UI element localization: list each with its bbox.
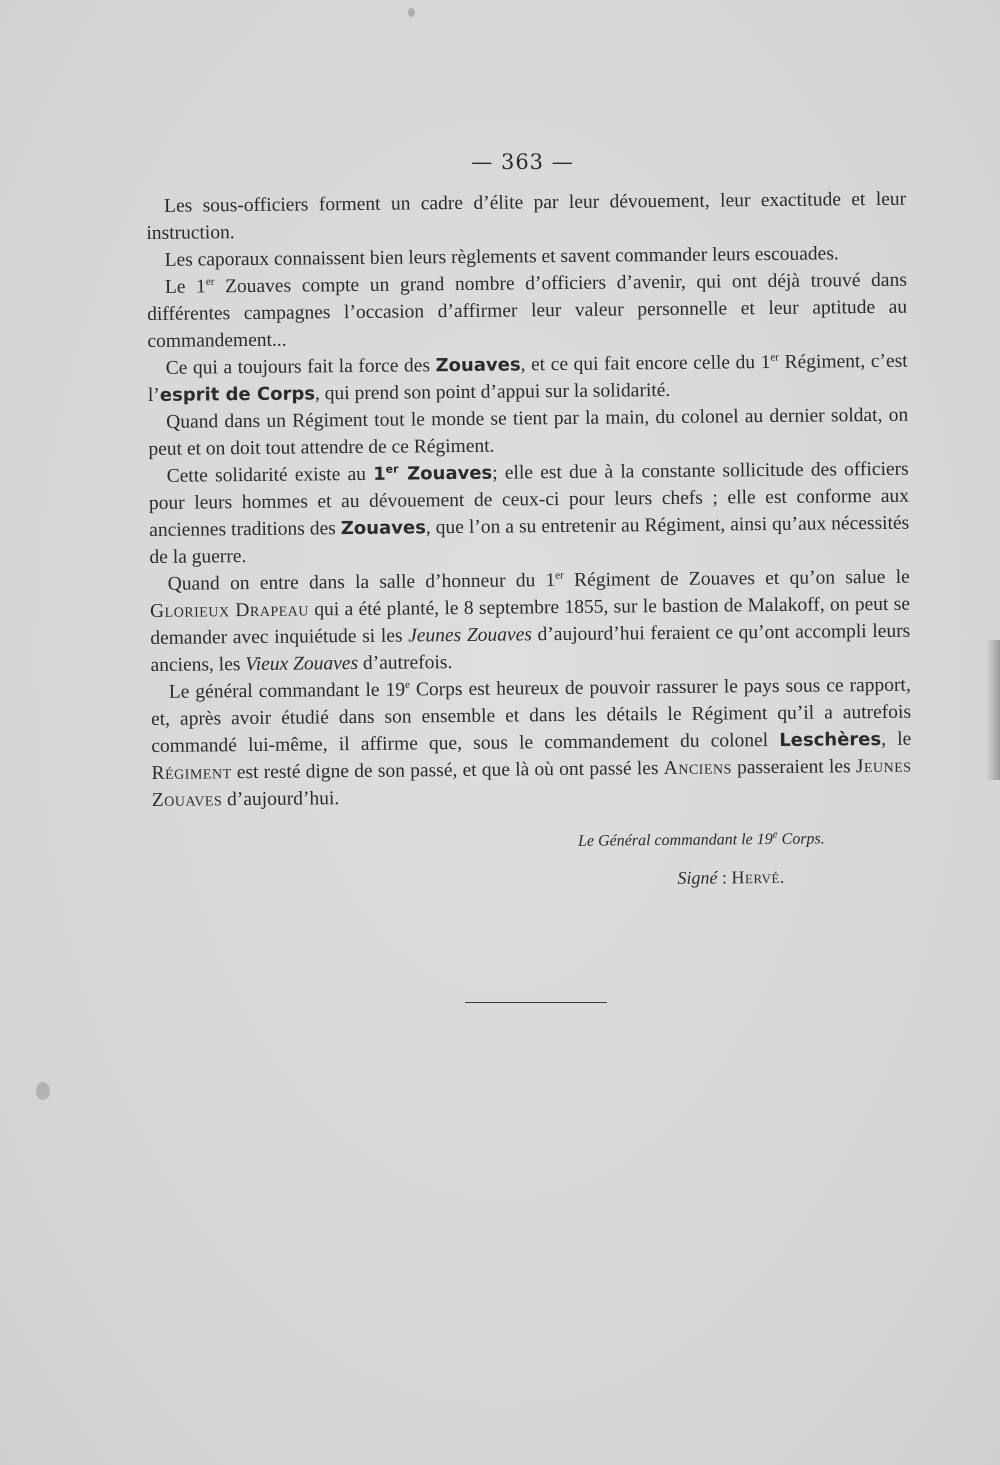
paragraph-6: Cette solidarité existe au 1er Zouaves; elle est due à la constante sollicitude des officiers pour leurs hommes et au dévouement de ceux-ci pour leurs chefs ; elle est conforme aux anciennes traditions des Zouaves, que l’on a su entretenir au Régiment, ainsi qu’aux nécessités de la guerre. (148, 458, 910, 568)
paragraph-2: Les caporaux connaissent bien leurs règlements et savent commander leurs escouades. (164, 243, 839, 271)
paragraph-7: Quand on entre dans la salle d’honneur du 1er Régiment de Zouaves et qu’on salue le Glorieux Drapeau qui a été planté, le 8 septembre 1855, sur le bastion de Malakoff, on peut se demander avec inquiétude si les Jeunes Zouaves d’aujourd’hui feraient ce qu’ont accompli leurs anciens, les Vieux Zouaves d’autrefois. (149, 566, 911, 676)
body-text (146, 186, 912, 814)
paragraph-3: Le 1er Zouaves compte un grand nombre d’officiers d’avenir, qui ont déjà trouvé dans différentes campagnes l’occasion d’affirmer leur valeur personnelle et leur aptitude au commandement... (147, 269, 908, 352)
signature-title: Le Général commandant le 19e Corps. (577, 828, 825, 850)
signature-block (560, 830, 921, 890)
paper-speck (36, 1082, 50, 1100)
paragraph-5: Quand dans un Régiment tout le monde se tient par la main, du colonel au dernier soldat, on peut et on doit tout attendre de ce Régiment. (148, 404, 909, 460)
paragraph-4: Ce qui a toujours fait la force des Zouaves, et ce qui fait encore celle du 1er Régiment, c’est l’esprit de Corps, qui prend son point d’appui sur la solidarité. (147, 350, 908, 406)
page-edge-shadow (986, 640, 1000, 780)
paragraph-1: Les sous-officiers forment un cadre d’élite par leur dévouement, leur exactitude et leur instruction. (146, 188, 907, 244)
closing-rule (465, 1002, 607, 1003)
page-number: — 363 — (471, 150, 574, 174)
signature-name: Signé : Hervé. (677, 866, 785, 888)
paper-speck (408, 8, 415, 17)
paragraph-8: Le général commandant le 19e Corps est heureux de pouvoir rassurer le pays sous ce rapport, et, après avoir étudié dans son ensemble et dans les détails le Régiment qu’il a autrefois commandé lui-même, il affirme que, sous le commandement du colonel Leschères, le Régiment est resté digne de son passé, et que là où ont passé les Anciens passeraient les Jeunes Zouaves d’aujourd’hui. (150, 674, 912, 811)
